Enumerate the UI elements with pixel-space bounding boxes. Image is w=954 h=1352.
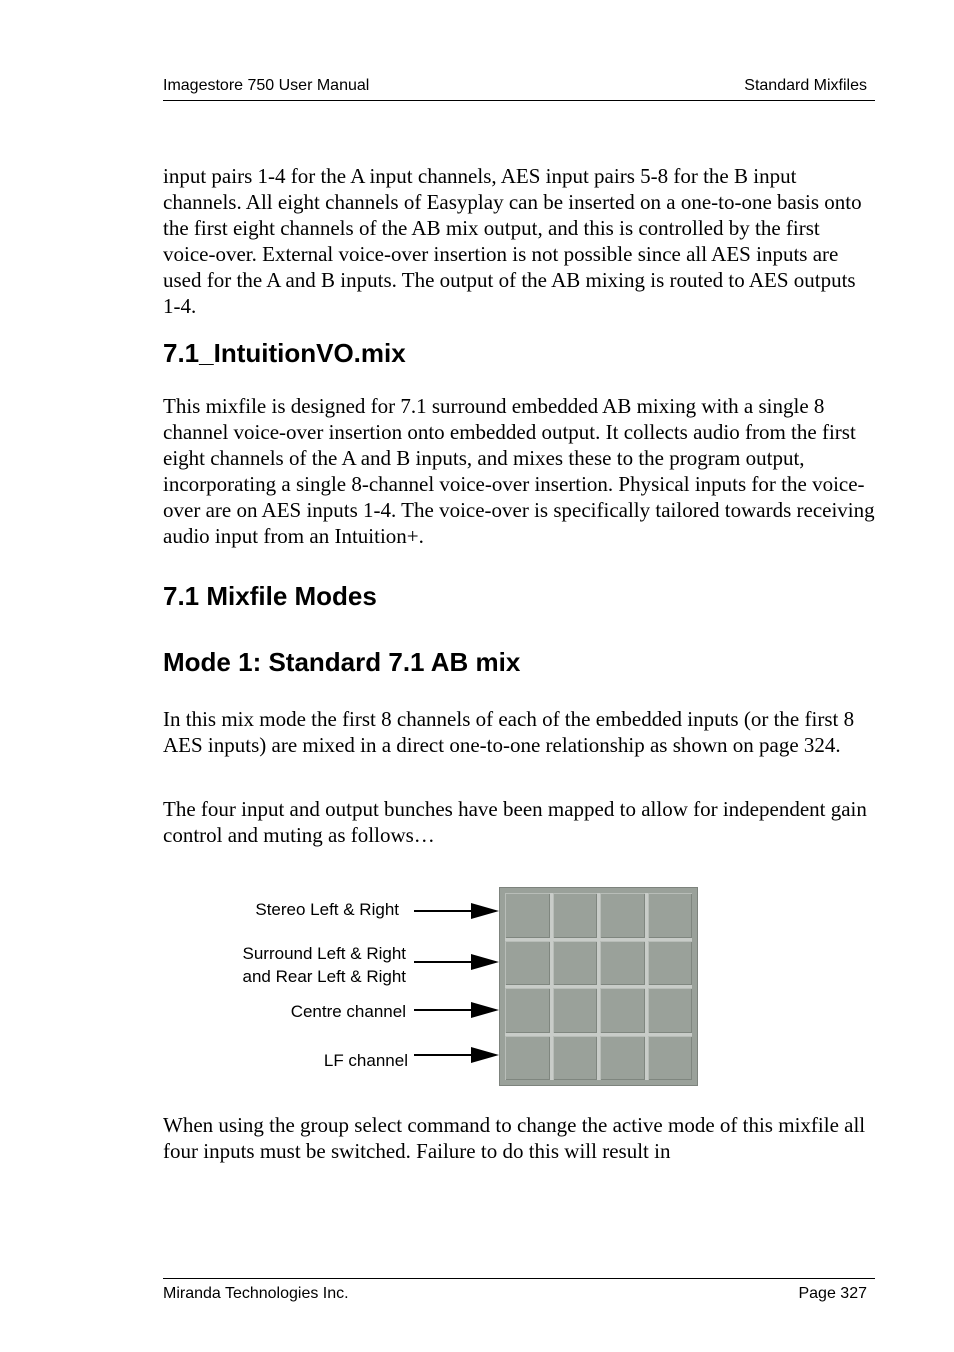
grid-cell (505, 941, 550, 986)
fader-grid-panel (499, 887, 698, 1086)
paragraph-bunches: The four input and output bunches have been mapped to allow for independent gain control and muting as follows… (163, 797, 867, 847)
grid-cell (505, 1036, 550, 1081)
label-surround-line-1: Surround Left & Right (242, 944, 406, 963)
arrow-centre (414, 1000, 500, 1020)
grid-cell (600, 941, 645, 986)
footer-page-number: Page 327 (798, 1285, 867, 1302)
grid-cell (648, 1036, 693, 1081)
footer-company: Miranda Technologies Inc. (163, 1285, 349, 1302)
channel-mapping-diagram (200, 884, 720, 1094)
paragraph-group-select: When using the group select command to change the active mode of this mixfile all four inputs must be switched. Failure to do this will result in (163, 1113, 866, 1163)
label-centre: Centre channel (290, 1002, 406, 1021)
grid-cell (648, 941, 693, 986)
grid-cell (648, 893, 693, 938)
arrow-lf (414, 1045, 500, 1065)
paragraph-mixfile-description: This mixfile is designed for 7.1 surround embedded AB mixing with a single 8 channel voice-over insertion onto embedded output. It collects audio from the first eight channels of the A and B inputs, and mixes these to the program output, incorporating a single 8-channel voice-over insertion. Physical inputs for the voice-over are on AES inputs 1-4. The voice-over is specifically tailored towards receiving audio input from an Intuition+. (163, 394, 875, 548)
fader-grid (505, 893, 692, 1080)
label-surround-line-2: and Rear Left & Right (242, 967, 406, 986)
heading-intuitionvo-mix: 7.1_IntuitionVO.mix (163, 338, 406, 368)
grid-cell (553, 893, 598, 938)
grid-cell (600, 1036, 645, 1081)
label-surround (243, 942, 406, 988)
paragraph-mix-mode: In this mix mode the first 8 channels of each of the embedded inputs (or the first 8 AES inputs) are mixed in a direct one-to-one relationship as shown on page 324. (163, 707, 855, 757)
grid-cell (600, 988, 645, 1033)
paragraph-aes-inputs: input pairs 1-4 for the A input channels, AES input pairs 5-8 for the B input channels. All eight channels of Easyplay can be inserted on a one-to-one basis onto the first eight channels of the AB mix output, and this is controlled by the first voice-over. External voice-over insertion is not possible since all AES inputs are used for the A and B inputs. The output of the AB mixing is routed to AES outputs 1-4. (163, 164, 862, 318)
header-manual-title: Imagestore 750 User Manual (163, 77, 370, 94)
heading-mixfile-modes: 7.1 Mixfile Modes (163, 581, 377, 611)
page-footer (163, 1278, 875, 1309)
grid-cell (505, 893, 550, 938)
page-header (163, 76, 875, 101)
heading-mode-1: Mode 1: Standard 7.1 AB mix (163, 647, 521, 677)
grid-cell (553, 1036, 598, 1081)
grid-cell (553, 988, 598, 1033)
grid-cell (505, 988, 550, 1033)
grid-cell (553, 941, 598, 986)
label-lf: LF channel (323, 1051, 408, 1070)
arrow-surround (414, 952, 500, 972)
header-section-title: Standard Mixfiles (744, 77, 867, 94)
label-stereo: Stereo Left & Right (255, 900, 399, 919)
arrow-stereo (414, 901, 500, 921)
grid-cell (600, 893, 645, 938)
grid-cell (648, 988, 693, 1033)
